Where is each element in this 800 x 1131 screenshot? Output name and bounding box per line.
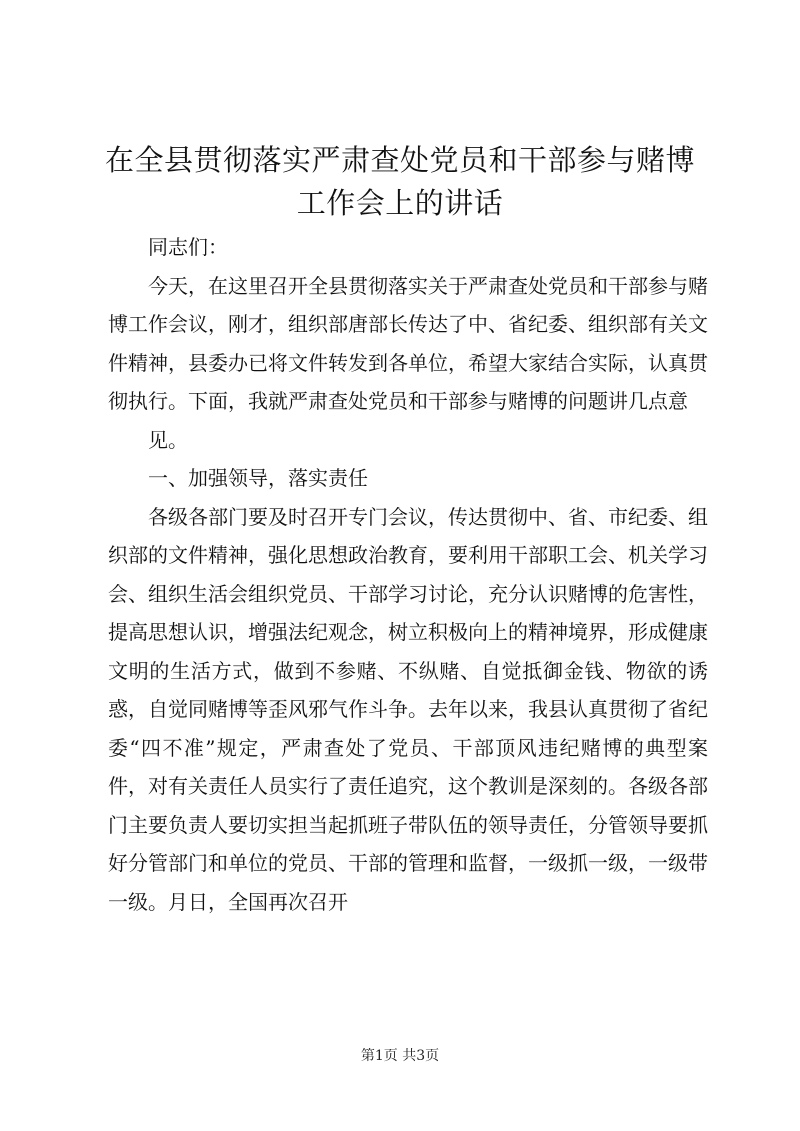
section-heading-1: 一、加强领导，落实责任	[148, 466, 368, 490]
paragraph-intro: 今天，在这里召开全县贯彻落实关于严肃查处党员和干部参与赌博工作会议，刚才，组织部唐部长传达了中、省纪委、组织部有关文件精神，县委办已将文件转发到各单位，希望大家结合实际，认真贯彻执行。下面，我就严肃查处党员和干部参与赌博的问题讲几点意	[108, 273, 708, 413]
page-footer: 第1页 共3页	[360, 1048, 440, 1064]
paragraph-section-1: 各级各部门要及时召开专门会议，传达贯彻中、省、市纪委、组织部的文件精神，强化思想政治教育，要利用干部职工会、机关学习会、组织生活会组织党员、干部学习讨论，充分认识赌博的危害性，提高思想认识，增强法纪观念，树立积极向上的精神境界，形成健康文明的生活方式，做到不参赌、不纵赌、自觉抵御金钱、物欲的诱惑，自觉同赌博等歪风邪气作斗争。去年以来，我县认真贯彻了省纪委“四不准”规定，严肃查处了党员、干部顶风违纪赌博的典型案件，对有关责任人员实行了责任追究，这个教训是深刻的。各级各部门主要负责人要切实担当起抓班子带队伍的领导责任，分管领导要抓好分管部门和单位的党员、干部的管理和监督，一级抓一级，一级带一级。月日，全国再次召开	[108, 504, 708, 914]
document-body	[108, 228, 708, 921]
document-title-line2: 工作会上的讲话	[296, 186, 504, 220]
paragraph-continuation: 见。	[148, 427, 188, 452]
salutation: 同志们：	[148, 235, 228, 259]
document-title-line1: 在全县贯彻落实严肃查处党员和干部参与赌博	[104, 143, 695, 177]
